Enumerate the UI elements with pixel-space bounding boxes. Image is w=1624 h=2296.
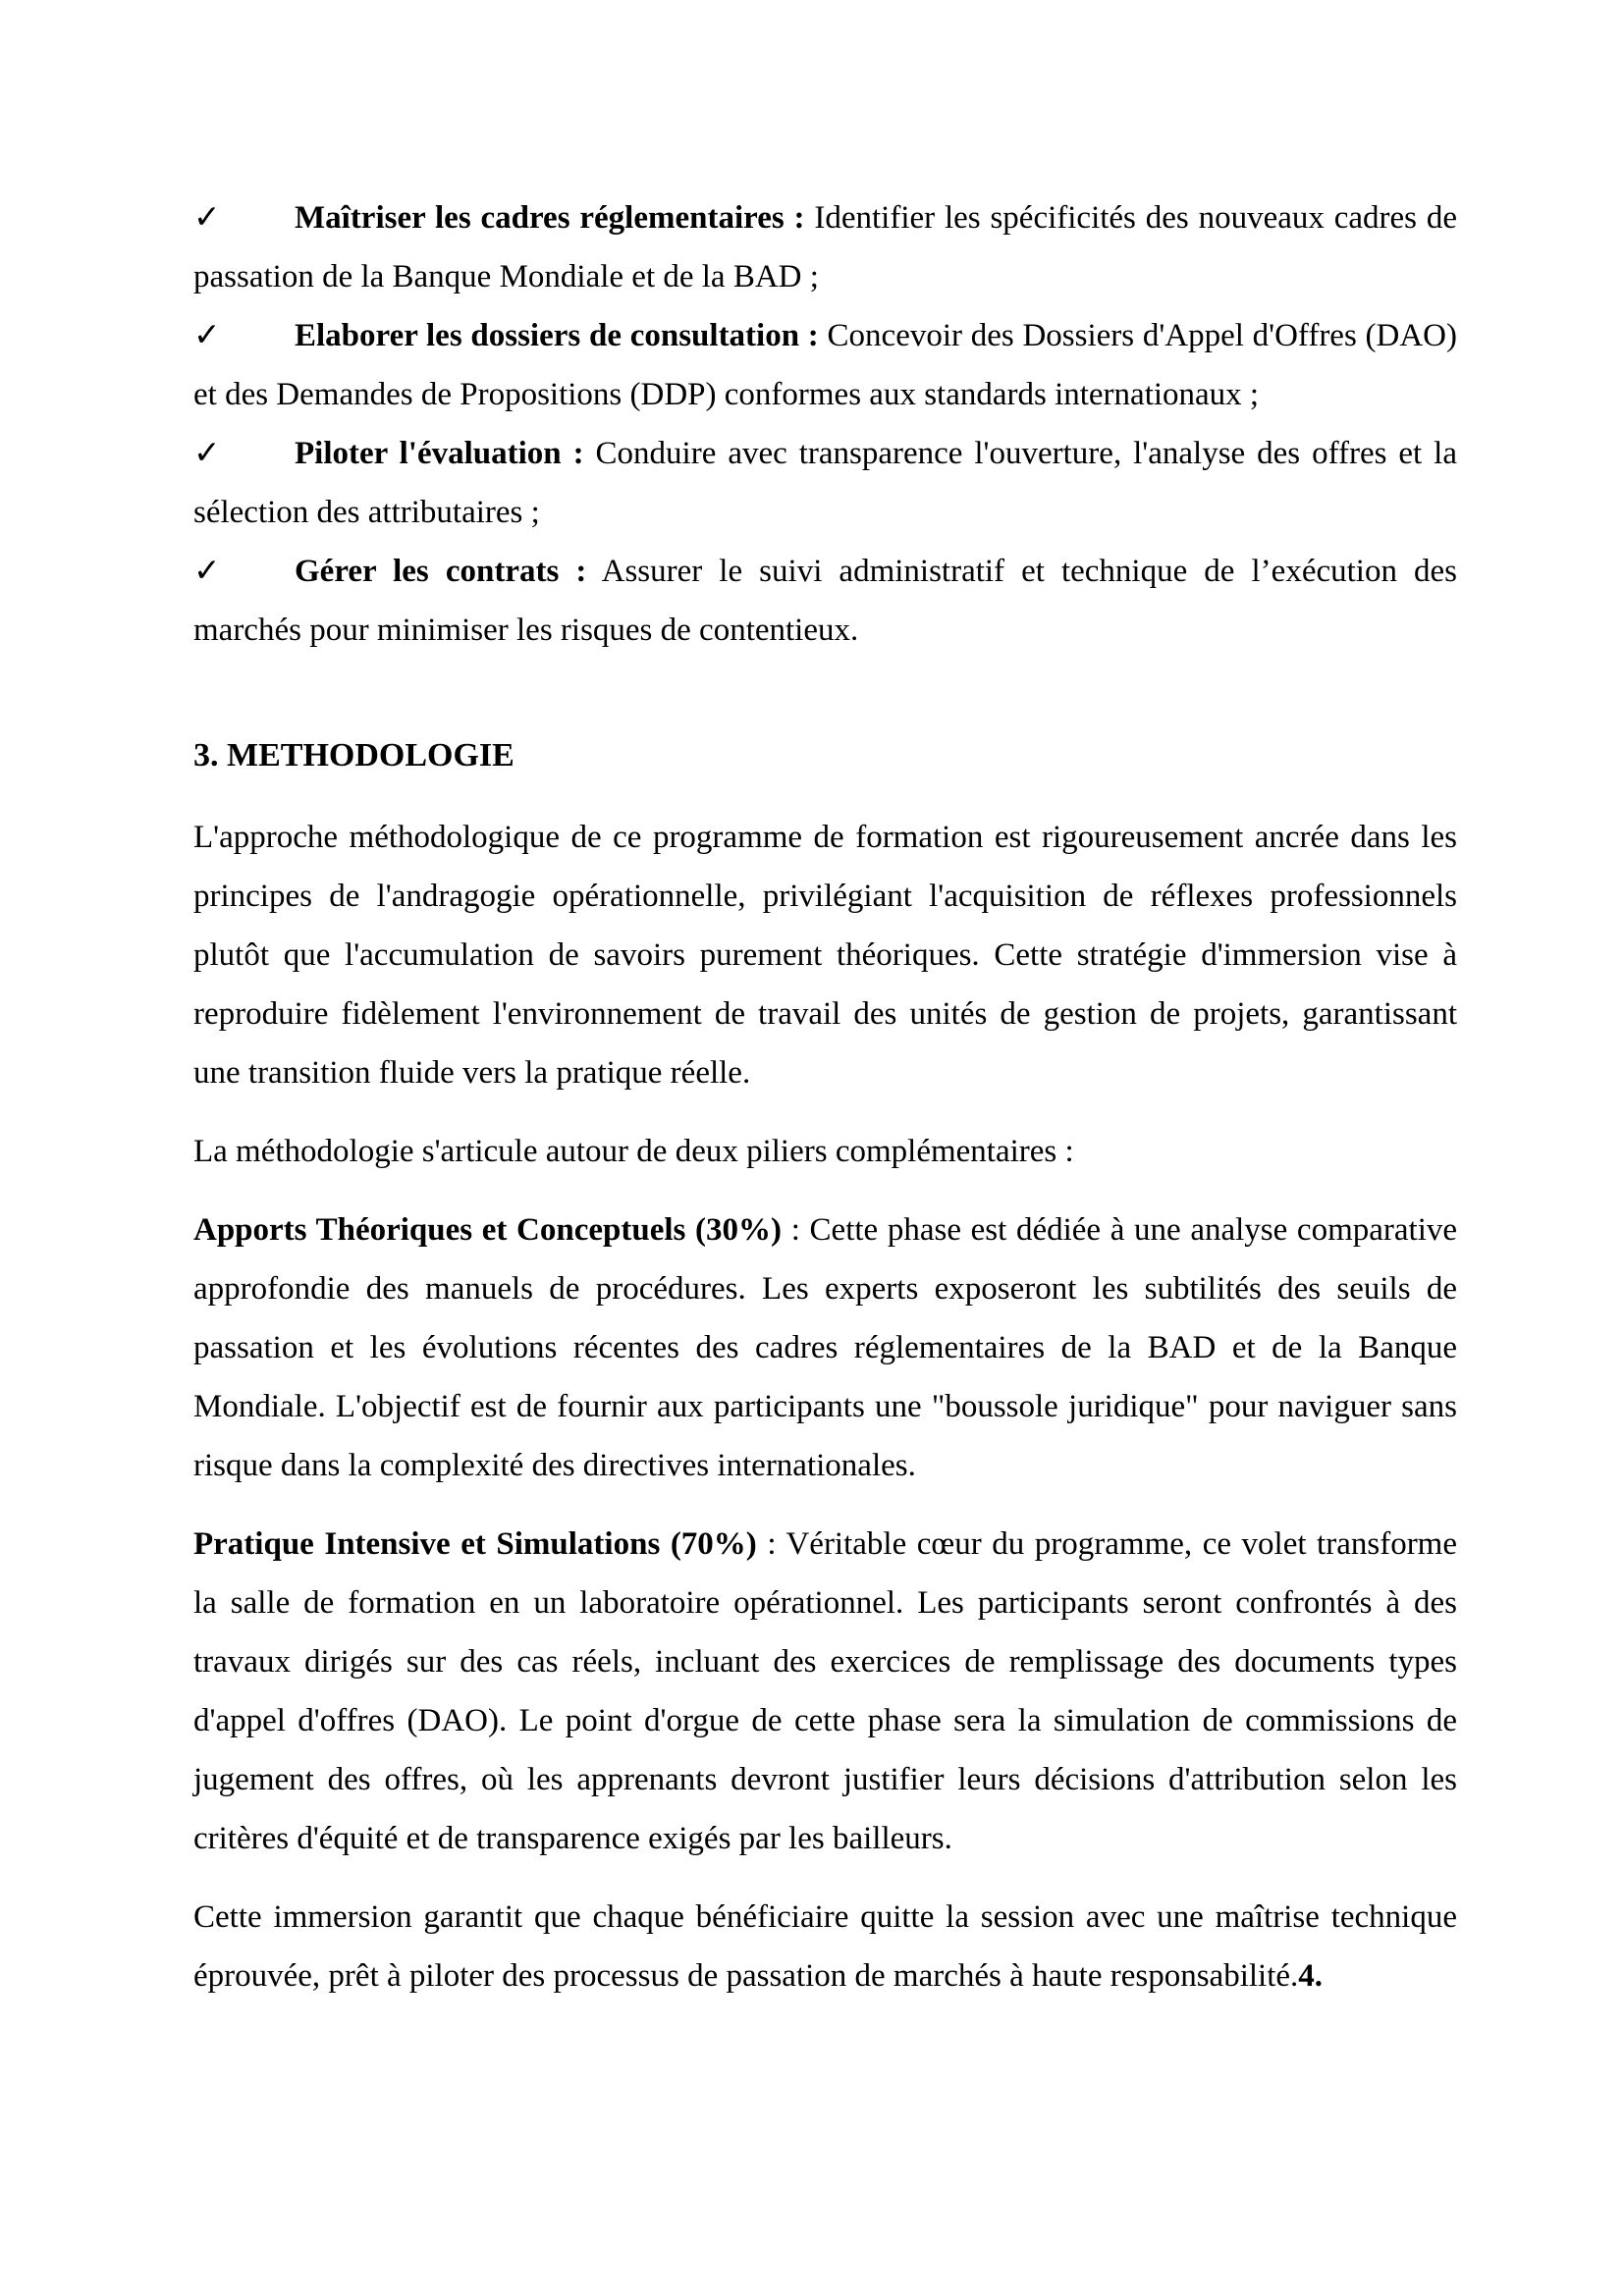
paragraph-lead-bold: Apports Théoriques et Conceptuels (30%) [193, 1212, 783, 1248]
objective-bullet-4 [193, 542, 1457, 660]
bullet-text: Conduire avec transparence l'ouverture, l'analyse des offres et la sélection des attributaires ; [193, 436, 1457, 530]
paragraph-separator: : [782, 1212, 810, 1248]
bullet-label: Elaborer les dossiers de consultation : [295, 318, 819, 353]
paragraph-lead-bold: Pratique Intensive et Simulations (70%) [193, 1526, 757, 1562]
checkmark-icon: ✓ [193, 554, 221, 589]
bullet-text: Concevoir des Dossiers d'Appel d'Offres (DAO) et des Demandes de Propositions (DDP) conformes aux standards internationaux ; [193, 318, 1458, 412]
checkmark-icon: ✓ [193, 318, 221, 353]
section-heading-methodologie: 3. METHODOLOGIE [193, 737, 514, 774]
paragraph-separator: : [756, 1526, 786, 1562]
paragraph-text: L'approche méthodologique de ce programme de formation est rigoureusement ancrée dans les principes de l'andragogie opérationnelle, privilégiant l'acquisition de réflexes professionnels plutôt que l'accumulation de savoirs purement théoriques. Cette stratégie d'immersion vise à reproduire fidèlement l'environnement de travail des unités de gestion de projets, garantissant une transition fluide vers la pratique réelle. [193, 820, 1457, 1091]
checkmark-icon: ✓ [193, 436, 221, 471]
methodology-paragraph-2 [193, 1122, 1457, 1181]
paragraph-text: Véritable cœur du programme, ce volet transforme la salle de formation en un laboratoire opérationnel. Les participants seront confrontés à des travaux dirigés sur des cas réels, incluant des exercices de remplissage des documents types d'appel d'offres (DAO). Le point d'orgue de cette phase sera la simulation de commissions de jugement des offres, où les apprenants devront justifier leurs décisions d'attribution selon les critères d'équité et de transparence exigés par les bailleurs. [193, 1526, 1457, 1856]
bullet-label: Gérer les contrats : [295, 554, 587, 589]
methodology-paragraph-5 [193, 1888, 1457, 2005]
checkmark-icon: ✓ [193, 200, 221, 236]
paragraph-suffix-bold: 4. [1298, 1958, 1324, 1994]
bullet-text: Identifier les spécificités des nouveaux cadres de passation de la Banque Mondiale et de la BAD ; [193, 200, 1457, 294]
page-content [193, 188, 1457, 2025]
paragraph-text: Cette immersion garantit que chaque bénéficiaire quitte la session avec une maîtrise technique éprouvée, prêt à piloter des processus de passation de marchés à haute responsabilité. [193, 1899, 1457, 1994]
paragraph-text: Cette phase est dédiée à une analyse comparative approfondie des manuels de procédures. Les experts exposeront les subtilités des seuils de passation et les évolutions récentes des cadres réglementaires de la BAD et de la Banque Mondiale. L'objectif est de fournir aux participants une "boussole juridique" pour naviguer sans risque dans la complexité des directives internationales. [193, 1212, 1458, 1483]
methodology-paragraph-1 [193, 808, 1457, 1102]
bullet-text: Assurer le suivi administratif et technique de l’exécution des marchés pour minimiser les risques de contentieux. [193, 554, 1457, 648]
objective-bullet-2 [193, 306, 1457, 424]
objective-bullet-3 [193, 424, 1457, 542]
paragraph-text: La méthodologie s'articule autour de deux piliers complémentaires : [193, 1134, 1074, 1169]
methodology-paragraph-3 [193, 1201, 1457, 1495]
bullet-label: Maîtriser les cadres réglementaires : [295, 200, 805, 236]
bullet-label: Piloter l'évaluation : [295, 436, 584, 471]
objective-bullet-1 [193, 188, 1457, 306]
methodology-paragraph-4 [193, 1515, 1457, 1868]
